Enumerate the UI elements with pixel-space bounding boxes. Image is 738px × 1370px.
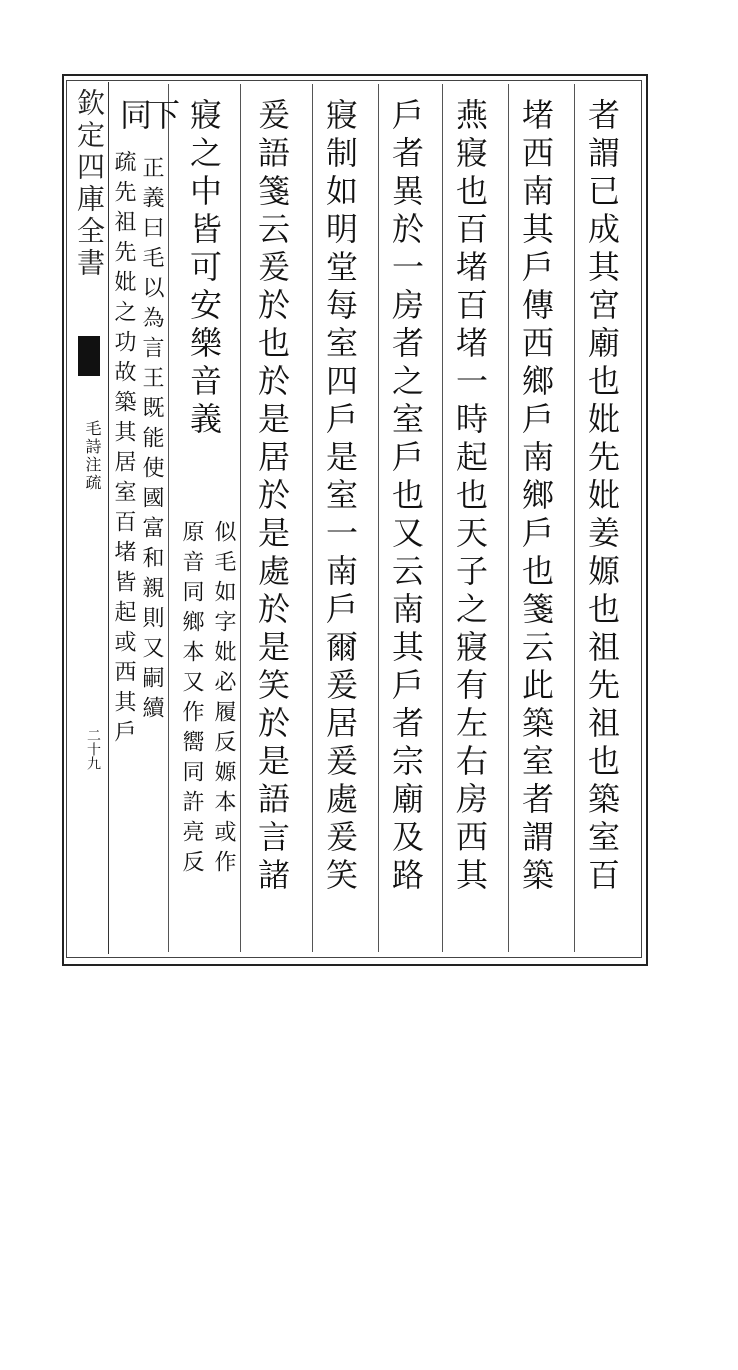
commentary-lead: 同 [115, 98, 153, 136]
book-title: 欽定四庫全書 [73, 88, 106, 280]
text-column-2: 堵西南其戶傳西鄉戶南鄉戶也箋云此築室者謂築 [517, 98, 555, 896]
column-rule [312, 84, 313, 952]
fishtail-mark [78, 336, 100, 376]
volume-label: 毛詩注疏 [83, 420, 102, 492]
text-column-7-main: 寢之中皆可安樂音義 [185, 98, 223, 440]
column-rule [508, 84, 509, 952]
page-number: 二十九 [85, 728, 101, 770]
text-column-3: 燕寢也百堵百堵一時起也天子之寢有左右房西其 [451, 98, 489, 896]
column-rule [168, 84, 169, 952]
annotation-right: 似毛如字妣必履反嫄本或作 [211, 520, 236, 880]
column-rule [240, 84, 241, 952]
text-column-6: 爰語箋云爰於也於是居於是處於是笑於是語言諸 [253, 98, 291, 896]
text-column-4: 戶者異於一房者之室戶也又云南其戶者宗廟及路 [387, 98, 425, 896]
commentary-left: 疏先祖先妣之功故築其居室百堵皆起或西其戶 [111, 150, 136, 750]
text-column-8-lead: 下 [143, 98, 181, 136]
text-column-1: 者謂已成其宮廟也妣先妣姜嫄也祖先祖也築室百 [583, 98, 621, 896]
commentary-right: 正義曰毛以為言王既能使國富和親則又嗣續 [139, 156, 164, 726]
text-column-5: 寢制如明堂每室四戶是室一南戶爾爰居爰處爰笑 [321, 98, 359, 896]
annotation-left: 原音同鄉本又作嚮同許亮反 [179, 520, 204, 880]
column-rule [378, 84, 379, 952]
column-rule [574, 84, 575, 952]
column-rule [442, 84, 443, 952]
